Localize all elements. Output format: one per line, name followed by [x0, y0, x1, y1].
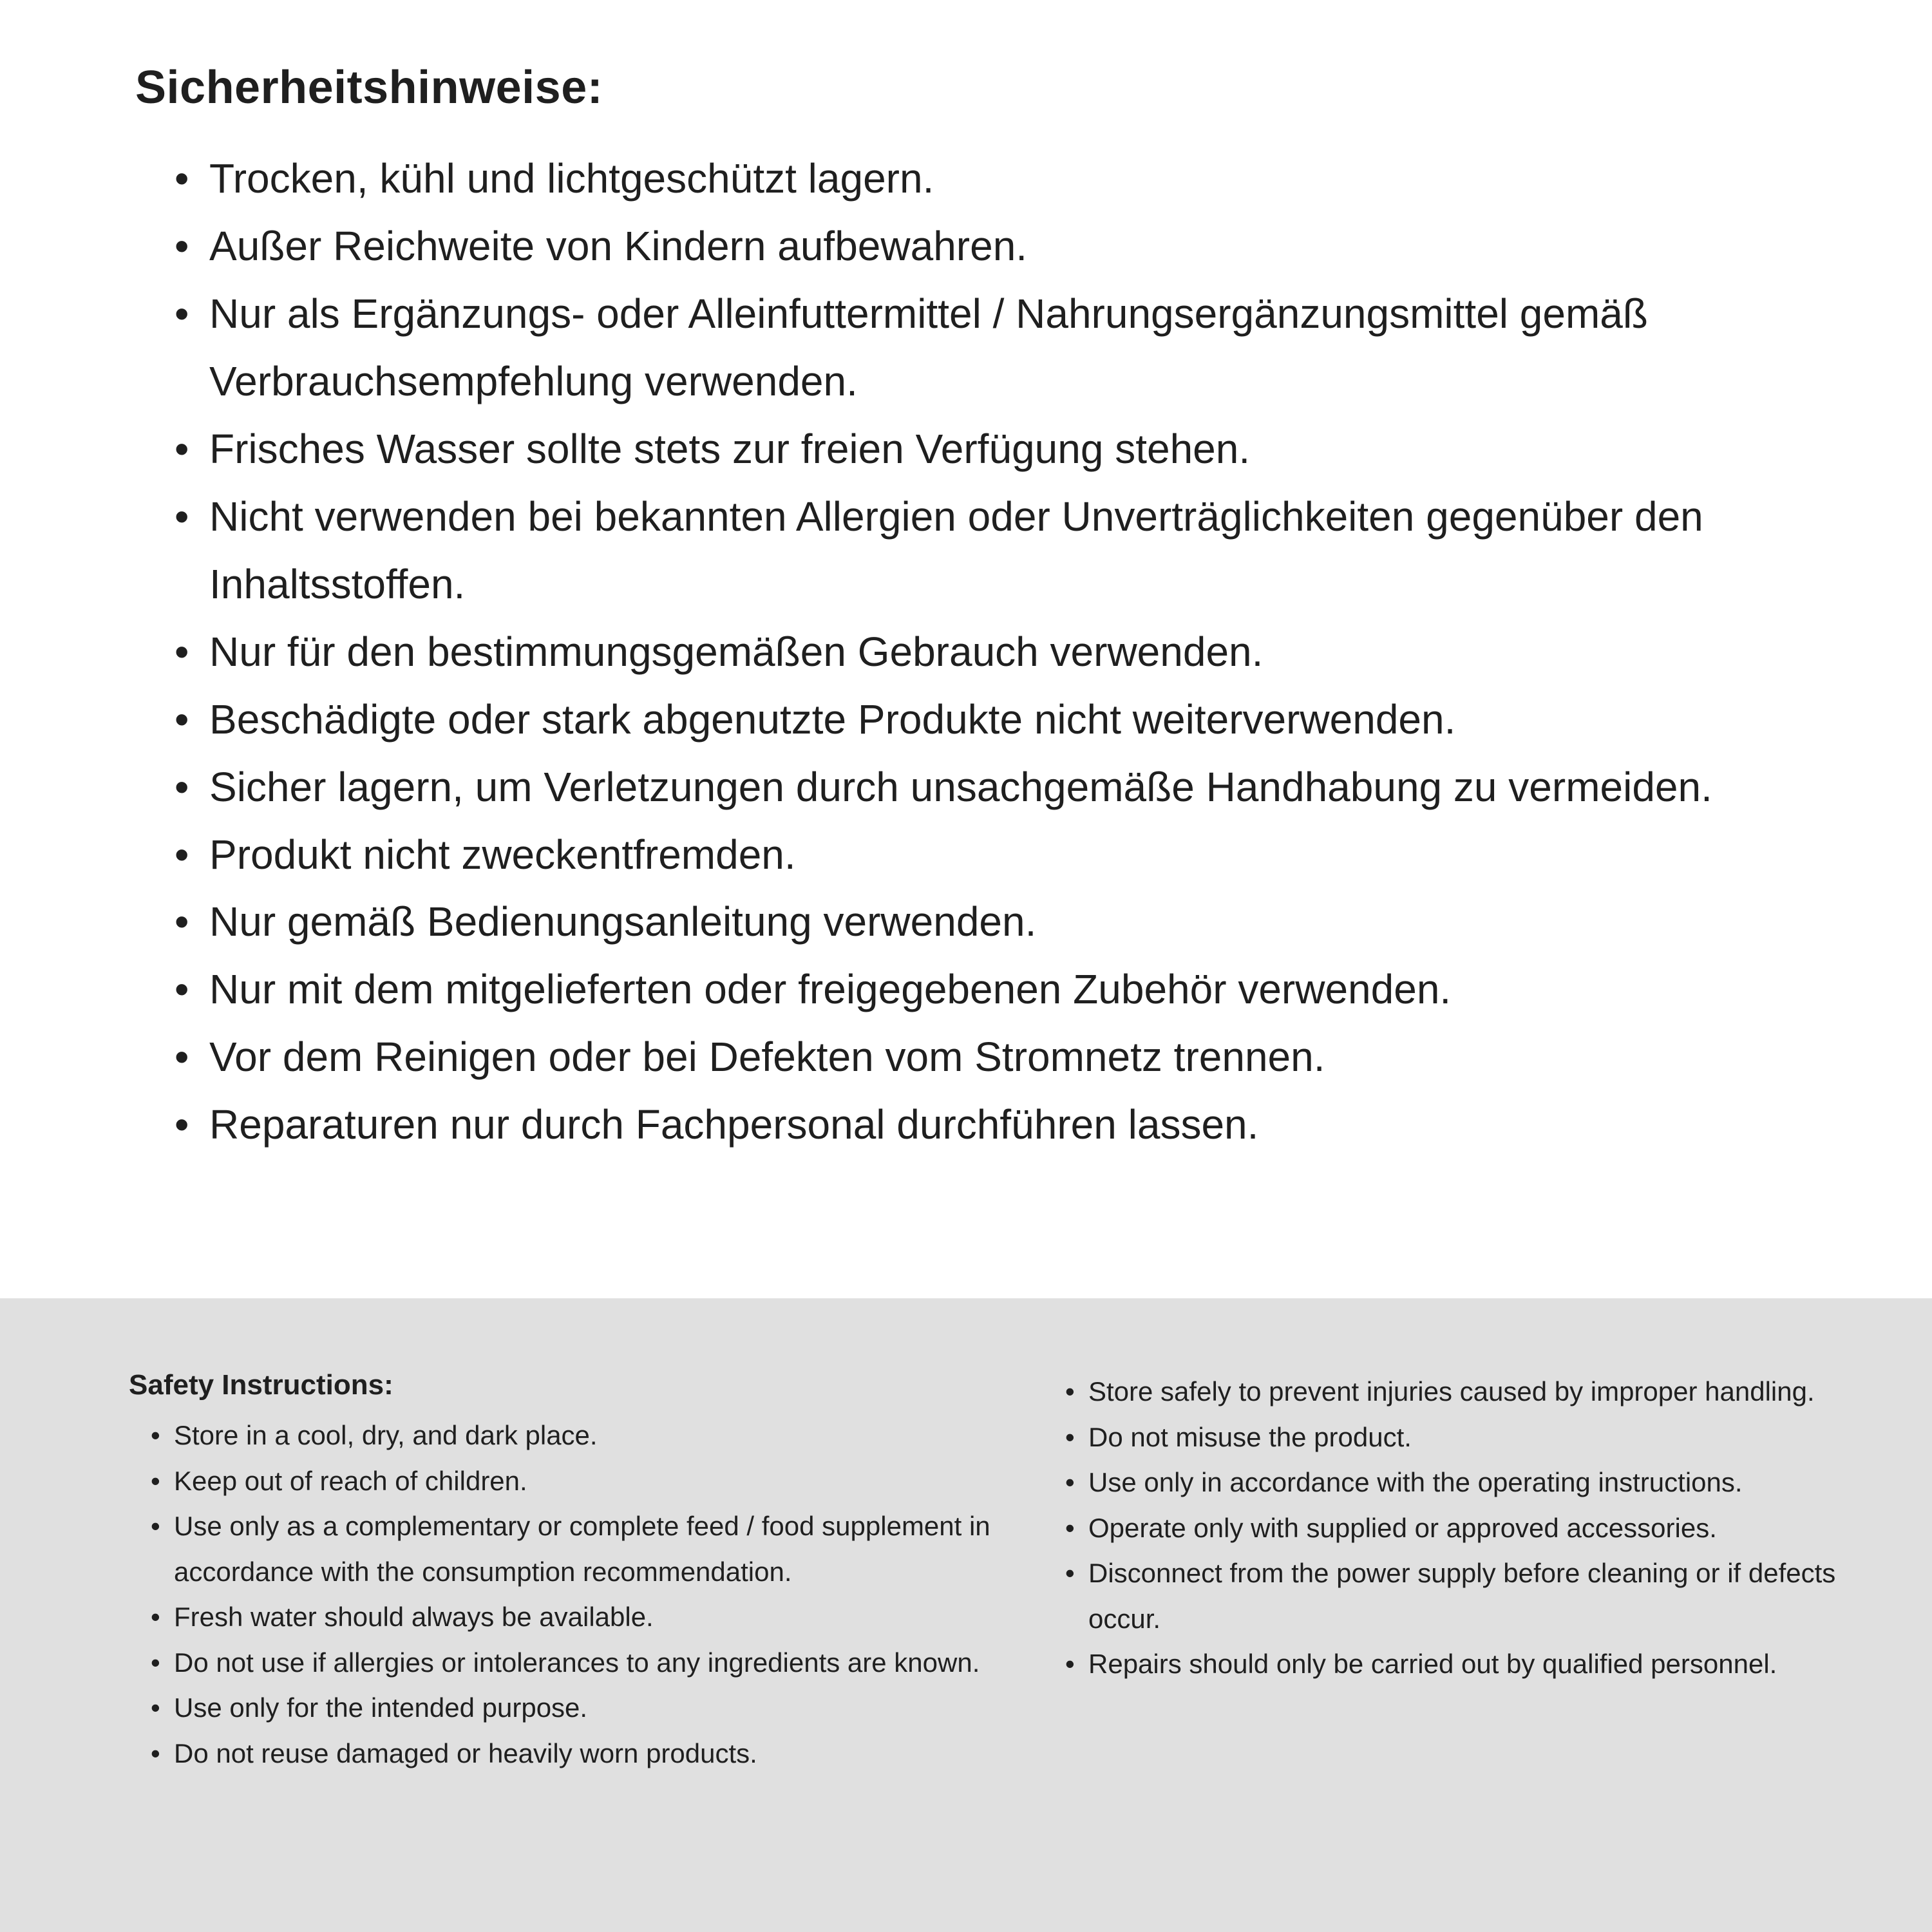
list-item: • Do not reuse damaged or heavily worn products.: [148, 1731, 998, 1777]
list-item: • Use only as a complementary or complete feed / food supplement in accordance with the consumption recommendation.: [148, 1504, 998, 1595]
list-item: • Nicht verwenden bei bekannten Allergien oder Unverträglichkeiten gegenüber den Inhaltsstoffen.: [171, 483, 1716, 618]
german-section-title: Sicherheitshinweise:: [135, 62, 603, 113]
list-item: • Use only for the intended purpose.: [148, 1685, 998, 1731]
list-item: • Vor dem Reinigen oder bei Defekten vom Stromnetz trennen.: [171, 1023, 1716, 1091]
english-safety-section: [0, 1298, 1932, 1932]
german-instructions-list: [135, 145, 1716, 1159]
list-item: • Sicher lagern, um Verletzungen durch unsachgemäße Handhabung zu vermeiden.: [171, 753, 1716, 821]
list-item: • Keep out of reach of children.: [148, 1459, 998, 1504]
english-instructions-list-right: [1043, 1369, 1861, 1687]
list-item: • Operate only with supplied or approved accessories.: [1063, 1506, 1861, 1551]
list-item: • Do not misuse the product.: [1063, 1415, 1861, 1461]
list-item: • Nur mit dem mitgelieferten oder freigegebenen Zubehör verwenden.: [171, 956, 1716, 1023]
list-item: • Nur für den bestimmungsgemäßen Gebrauch verwenden.: [171, 618, 1716, 686]
list-item: • Do not use if allergies or intolerances to any ingredients are known.: [148, 1640, 998, 1686]
list-item: • Außer Reichweite von Kindern aufbewahren.: [171, 213, 1716, 280]
list-item: • Reparaturen nur durch Fachpersonal durchführen lassen.: [171, 1091, 1716, 1159]
list-item: • Fresh water should always be available.: [148, 1595, 998, 1640]
english-right-column: [1030, 1369, 1861, 1687]
english-left-column: [129, 1369, 1030, 1776]
list-item: • Use only in accordance with the operating instructions.: [1063, 1460, 1861, 1506]
list-item: • Store in a cool, dry, and dark place.: [148, 1413, 998, 1459]
english-instructions-list-left: [129, 1413, 998, 1776]
list-item: • Store safely to prevent injuries caused by improper handling.: [1063, 1369, 1861, 1415]
english-section-title: Safety Instructions:: [129, 1369, 393, 1401]
list-item: • Produkt nicht zweckentfremden.: [171, 821, 1716, 889]
list-item: • Disconnect from the power supply before cleaning or if defects occur.: [1063, 1551, 1861, 1642]
list-item: • Frisches Wasser sollte stets zur freien Verfügung stehen.: [171, 415, 1716, 483]
list-item: • Beschädigte oder stark abgenutzte Produkte nicht weiterverwenden.: [171, 686, 1716, 753]
list-item: • Trocken, kühl und lichtgeschützt lagern.: [171, 145, 1716, 213]
list-item: • Nur als Ergänzungs- oder Alleinfuttermittel / Nahrungsergänzungsmittel gemäß Verbrauchsempfehlung verwenden.: [171, 280, 1716, 415]
list-item: • Nur gemäß Bedienungsanleitung verwenden.: [171, 888, 1716, 956]
list-item: • Repairs should only be carried out by qualified personnel.: [1063, 1642, 1861, 1687]
